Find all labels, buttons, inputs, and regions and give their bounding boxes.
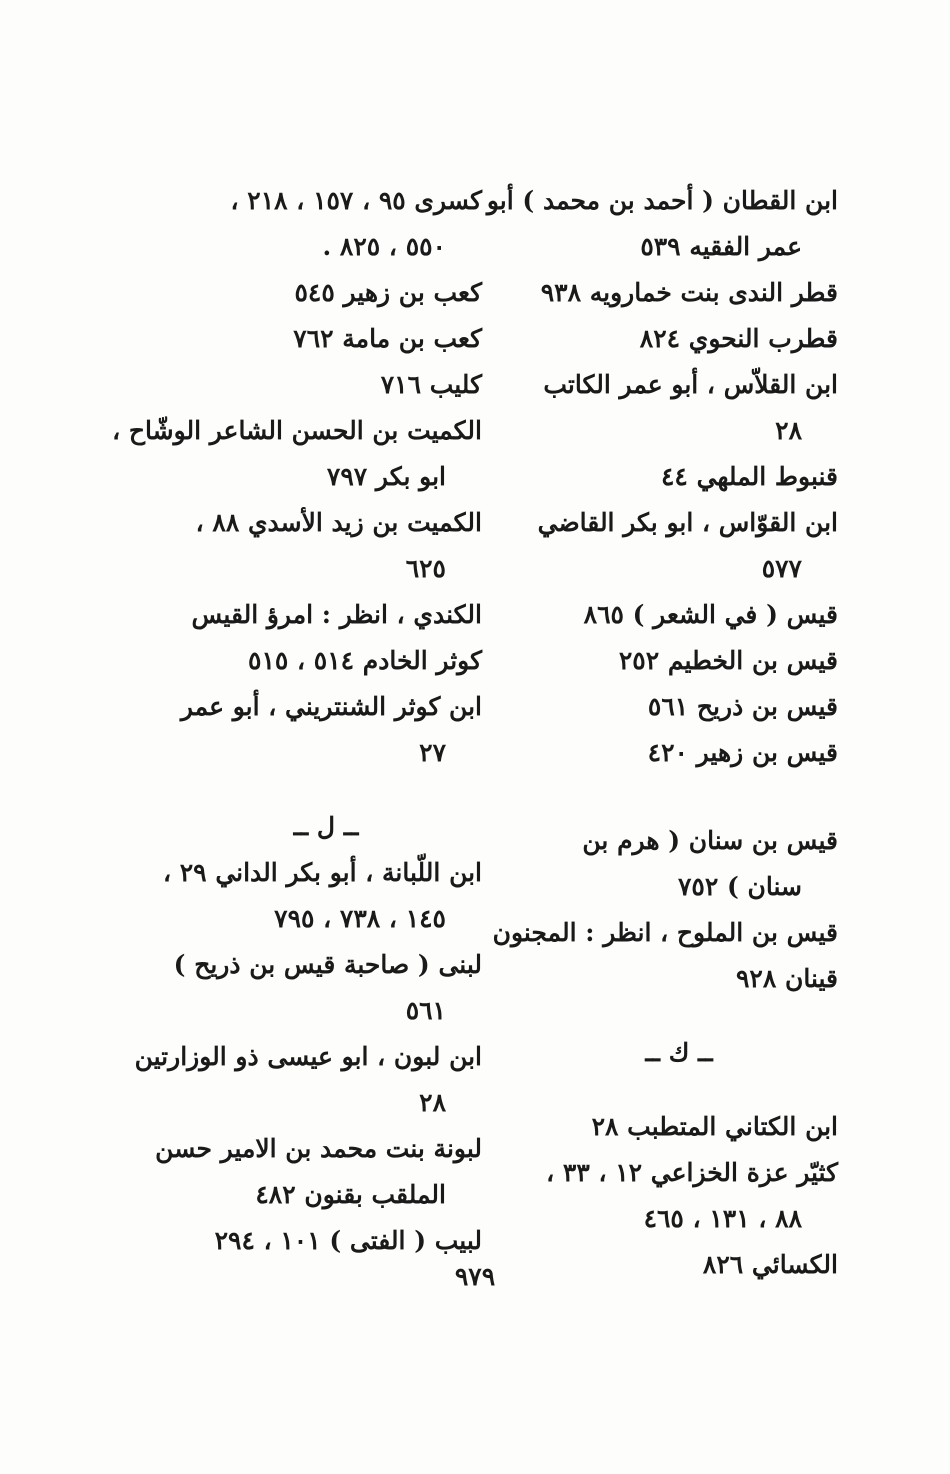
section-letter-heading: ــ ل ــ [293, 812, 359, 841]
index-entry-continuation: عمر الفقيه ٥٣٩ [640, 232, 802, 261]
page-number: ٩٧٩ [454, 1262, 496, 1291]
index-entry: قطرب النحوي ٨٢٤ [639, 324, 838, 353]
index-entry: ابن القلاّس ، أبو عمر الكاتب [543, 370, 838, 399]
index-entry: ابن القطان ( أحمد بن محمد ) أبو [486, 186, 838, 215]
index-entry-continuation: ٥٦١ [405, 996, 446, 1025]
index-entry: كسرى ٩٥ ، ١٥٧ ، ٢١٨ ، [230, 186, 482, 215]
index-entry: كثيّر عزة الخزاعي ١٢ ، ٣٣ ، [546, 1158, 838, 1187]
index-entry: ابن الكتاني المتطبب ٢٨ [591, 1112, 838, 1141]
section-letter-heading: ــ ك ــ [645, 1038, 713, 1067]
index-entry: الكميت بن الحسن الشاعر الوشّاح ، [112, 416, 482, 445]
index-entry: الكندي ، انظر : امرؤ القيس [191, 600, 482, 629]
index-entry: قيس بن ذريح ٥٦١ [647, 692, 838, 721]
index-entry-continuation: ٢٨ [419, 1088, 446, 1117]
index-entry: قينان ٩٢٨ [735, 964, 838, 993]
spacer [520, 1002, 838, 1030]
index-entry-continuation: ٦٢٥ [405, 554, 446, 583]
index-entry: قيس بن الملوح ، انظر : المجنون [492, 918, 838, 947]
spacer [520, 776, 838, 818]
index-entry: ابن القوّاس ، ابو بكر القاضي [537, 508, 838, 537]
index-entry: قيس ( في الشعر ) ٨٦٥ [583, 600, 838, 629]
spacer [520, 1076, 838, 1104]
index-entry: كليب ٧١٦ [380, 370, 482, 399]
index-entry: كعب بن مامة ٧٦٢ [293, 324, 482, 353]
index-entry-continuation: ١٤٥ ، ٧٣٨ ، ٧٩٥ [274, 904, 446, 933]
index-entry: ابن كوثر الشنتريني ، أبو عمر [180, 692, 482, 721]
index-entry-continuation: ٨٨ ، ١٣١ ، ٤٦٥ [643, 1204, 802, 1233]
index-entry: لبونة بنت محمد بن الامير حسن [155, 1134, 482, 1163]
spacer [170, 776, 482, 804]
index-entry-continuation: ابو بكر ٧٩٧ [326, 462, 446, 491]
index-entry: لبنى ( صاحبة قيس بن ذريح ) [173, 950, 482, 979]
index-entry-continuation: سنان ) ٧٥٢ [677, 872, 802, 901]
index-entry: قيس بن الخطيم ٢٥٢ [618, 646, 838, 675]
index-entry-continuation: ٢٧ [419, 738, 446, 767]
index-entry: ابن اللّبانة ، أبو بكر الداني ٢٩ ، [162, 858, 482, 887]
index-entry-continuation: ٢٨ [775, 416, 802, 445]
index-entry: قطر الندى بنت خمارويه ٩٣٨ [540, 278, 838, 307]
index-entry-continuation: الملقب بقنون ٤٨٢ [255, 1180, 446, 1209]
index-entry: قيس بن سنان ( هرم بن [582, 826, 838, 855]
index-entry: قنبوط الملهي ٤٤ [661, 462, 838, 491]
index-column-right [486, 178, 838, 1288]
index-entry: ابن لبون ، ابو عيسى ذو الوزارتين [134, 1042, 482, 1071]
index-entry: كعب بن زهير ٥٤٥ [294, 278, 482, 307]
index-entry-continuation: ٥٥٠ ، ٨٢٥ . [322, 232, 446, 261]
index-entry: قيس بن زهير ٤٢٠ [647, 738, 838, 767]
index-entry: لبيب ( الفتى ) ١٠١ ، ٢٩٤ [214, 1226, 482, 1255]
index-entry: الكسائي ٨٢٦ [702, 1250, 838, 1279]
index-entry: كوثر الخادم ٥١٤ ، ٥١٥ [248, 646, 482, 675]
index-column-left [112, 178, 482, 1264]
index-entry-continuation: ٥٧٧ [761, 554, 802, 583]
index-entry: الكميت بن زيد الأسدي ٨٨ ، [195, 508, 482, 537]
